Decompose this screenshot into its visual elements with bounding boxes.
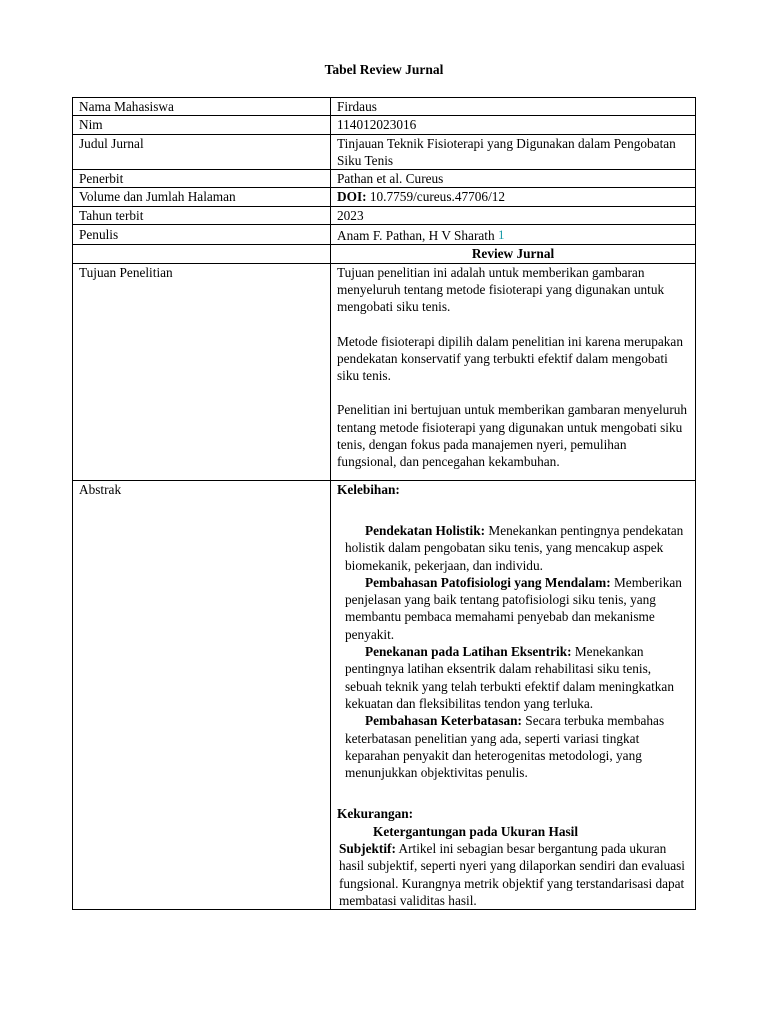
table-row (73, 116, 696, 134)
row-label: Volume dan Jumlah Halaman (73, 188, 331, 206)
empty-cell (73, 245, 331, 263)
row-value: 2023 (331, 206, 696, 224)
table-row (73, 170, 696, 188)
abstrak-content (331, 480, 696, 910)
table-row (73, 245, 696, 263)
row-value (331, 225, 696, 245)
row-value: Tinjauan Teknik Fisioterapi yang Digunakan dalam Pengobatan Siku Tenis (331, 134, 696, 170)
row-value: Firdaus (331, 98, 696, 116)
paragraph: Penelitian ini bertujuan untuk memberikan gambaran menyeluruh tentang metode fisioterapi yang digunakan untuk mengobati siku tenis, dengan fokus pada manajemen nyeri, pemulihan fungsional, dan pencegahan kekambuhan. (337, 402, 688, 470)
table-row (73, 98, 696, 116)
table-row (73, 480, 696, 910)
doi-value: 10.7759/cureus.47706/12 (366, 189, 506, 205)
kekurangan-title: Kekurangan: (337, 806, 414, 822)
item-head: Pembahasan Keterbatasan: (365, 713, 522, 729)
review-table (72, 97, 696, 910)
list-item (337, 522, 689, 574)
item-head: Subjektif: (339, 840, 396, 856)
row-value: 114012023016 (331, 116, 696, 134)
row-label: Judul Jurnal (73, 134, 331, 170)
list-item (337, 643, 689, 712)
author-names: Anam F. Pathan, H V Sharath (337, 228, 495, 244)
item-head: Pembahasan Patofisiologi yang Mendalam: (365, 574, 611, 590)
row-label: Penulis (73, 225, 331, 245)
paragraph: Tujuan penelitian ini adalah untuk memberikan gambaran menyeluruh tentang metode fisioterapi yang digunakan untuk mengobati siku tenis. (337, 264, 665, 315)
table-row (73, 134, 696, 170)
item-text: Memberikan penjelasan yang baik tentang patofisiologi siku tenis, yang membantu pembaca memahami penyebab dan mekanisme penyakit. (345, 574, 682, 642)
table-row (73, 206, 696, 224)
list-item (337, 574, 689, 643)
item-head: Penekanan pada Latihan Eksentrik: (365, 644, 572, 660)
item-head: Ketergantungan pada Ukuran Hasil (373, 823, 579, 839)
table-row (73, 225, 696, 245)
row-label: Tahun terbit (73, 206, 331, 224)
doi-label: DOI: (337, 189, 367, 205)
row-label: Penerbit (73, 170, 331, 188)
item-text: Secara terbuka membahas keterbatasan penelitian yang ada, seperti variasi tingkat keparahan penyakit dan heterogenitas metodologi, yang menunjukkan objektivitas penulis. (345, 713, 665, 781)
table-row (73, 263, 696, 480)
row-value (331, 188, 696, 206)
review-header: Review Jurnal (331, 245, 696, 263)
item-text: Menekankan pentingnya latihan eksentrik dalam rehabilitasi siku tenis, sebuah teknik yang telah terbukti efektif dalam meningkatkan kekuatan dan fleksibilitas tendon yang terluka. (345, 644, 674, 711)
row-value: Pathan et al. Cureus (331, 170, 696, 188)
list-item (337, 840, 689, 909)
paragraph: Metode fisioterapi dipilih dalam penelitian ini karena merupakan pendekatan konservatif yang terbukti efektif dalam mengobati siku tenis. (337, 333, 683, 384)
kelebihan-title: Kelebihan: (337, 481, 400, 497)
citation-link[interactable]: 1 (497, 227, 505, 243)
tujuan-content (331, 263, 696, 480)
list-item (337, 712, 689, 781)
row-label: Tujuan Penelitian (73, 263, 331, 480)
table-row (73, 188, 696, 206)
item-text: Artikel ini sebagian besar bergantung pada ukuran hasil subjektif, seperti nyeri yang dilaporkan sendiri dan evaluasi fungsional. Kurangnya metrik objektif yang terstandarisasi dapat membatasi validitas hasil. (339, 840, 685, 908)
page-title: Tabel Review Jurnal (324, 62, 444, 77)
row-label: Nama Mahasiswa (73, 98, 331, 116)
row-label: Nim (73, 116, 331, 134)
row-label: Abstrak (73, 480, 331, 910)
item-head: Pendekatan Holistik: (365, 522, 486, 538)
item-text: Menekankan pentingnya pendekatan holistik dalam pengobatan siku tenis, yang mencakup aspek biomekanik, pekerjaan, dan individu. (345, 522, 684, 573)
